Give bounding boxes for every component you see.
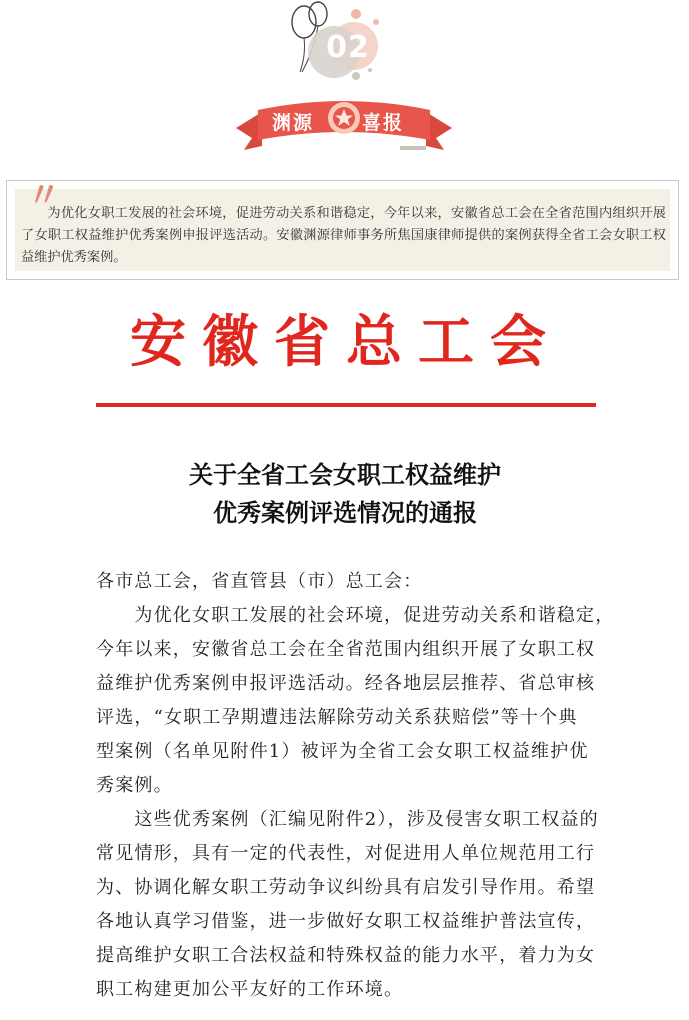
document-organization-header: 安徽省总工会 [130,309,562,375]
document-body-line: 型案例（名单见附件1）被评为全省工会女职工权益维护优 [96,741,589,762]
document-title-line-1: 关于全省工会女职工权益维护 [189,460,501,489]
document-body-line: 职工构建更加公平友好的工作环境。 [96,979,404,1000]
document-salutation: 各市总工会，省直管县（市）总工会： [96,571,423,592]
ribbon-label-left: 渊源 [272,112,315,134]
document-body-line: 这些优秀案例（汇编见附件2），涉及侵害女职工权益的 [96,809,599,830]
document-body-line: 为优化女职工发展的社会环境，促进劳动关系和谐稳定， [96,605,615,626]
ribbon-label-right: 喜报 [362,112,405,134]
document-body-line: 评选，“女职工孕期遭违法解除劳动关系获赔偿”等十个典 [96,707,578,728]
official-notice-image [0,286,689,1020]
document-body-line: 秀案例。 [96,775,173,796]
document-body-line: 今年以来，安徽省总工会在全省范围内组织开展了女职工权 [96,639,596,660]
intro-panel [15,176,670,271]
document-body-line: 各地认真学习借鉴，进一步做好女职工权益维护普法宣传， [96,911,596,932]
document-body-line: 提高维护女职工合法权益和特殊权益的能力水平，着力为女 [96,945,596,966]
document-body-line: 常见情形，具有一定的代表性，对促进用人单位规范用工行 [96,843,596,864]
section-number: 02 [326,30,370,65]
quote-mark-icon: 〃 [27,176,61,216]
intro-text: 为优化女职工发展的社会环境，促进劳动关系和谐稳定，今年以来，安徽省总工会在全省范围内组织开展了女职工权益维护优秀案例申报评选活动。安徽渊源律师事务所焦国康律师提供的案例获得全省工会女职工权益维护优秀案例。 [21,206,666,265]
document-body-line: 益维护优秀案例申报评选活动。经各地层层推荐、省总审核 [96,673,596,694]
intro-box [6,176,679,280]
header-red-rule [96,403,596,407]
document-body-line: 为、协调化解女职工劳动争议纠纷具有启发引导作用。希望 [96,877,596,898]
document-title-line-2: 优秀案例评选情况的通报 [213,498,477,527]
header-decoration [0,0,689,165]
